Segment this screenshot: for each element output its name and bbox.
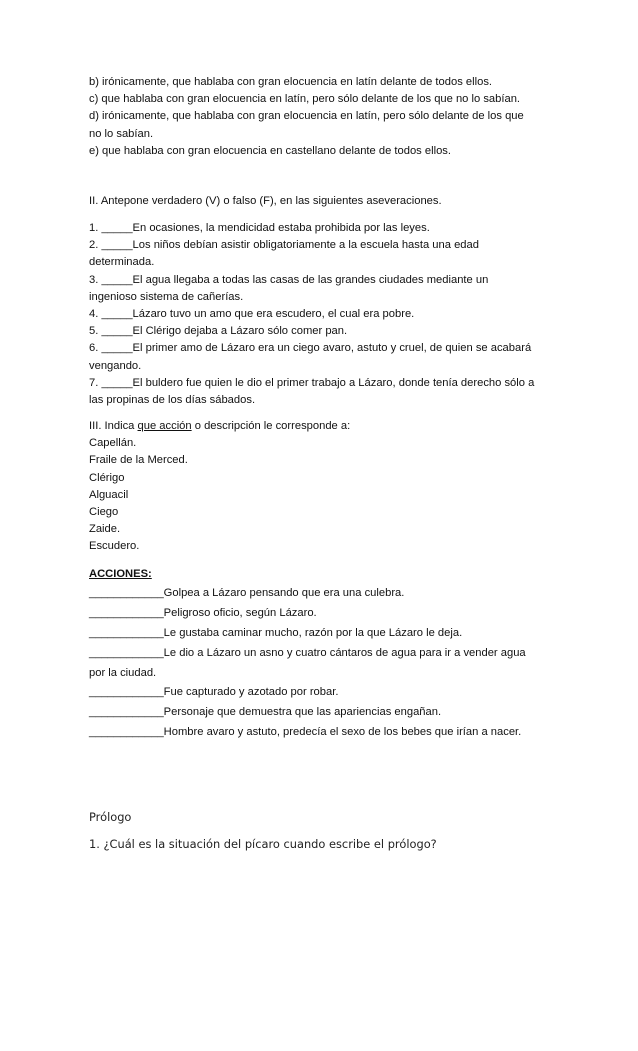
prologo-title: Prólogo: [89, 810, 132, 824]
statement-2: 2. _____Los niños debían asistir obligatoriamente a la escuela hasta una edad: [89, 239, 479, 252]
true-false-list: [89, 220, 559, 409]
option-c: c) que hablaba con gran elocuencia en latín, pero sólo delante de los que no lo sabían.: [89, 93, 521, 106]
statement-4: 4. _____Lázaro tuvo un amo que era escudero, el cual era pobre.: [89, 308, 415, 321]
underlined-phrase: que acción: [137, 420, 192, 432]
accion-item: ____________Fue capturado y azotado por robar.: [89, 686, 339, 698]
statement-6: 6. _____El primer amo de Lázaro era un ciego avaro, astuto y cruel, de quien se acabará: [89, 342, 532, 355]
answer-blank: ____________: [89, 647, 164, 659]
statement-5: 5. _____El Clérigo dejaba a Lázaro sólo comer pan.: [89, 325, 348, 338]
accion-item: ____________Golpea a Lázaro pensando que era una culebra.: [89, 587, 405, 599]
answer-blank: ____________: [89, 587, 164, 599]
character-fraile: Fraile de la Merced.: [89, 454, 188, 467]
accion-item: ____________Hombre avaro y astuto, predecía el sexo de los bebes que irían a nacer.: [89, 726, 522, 738]
statement-1: 1. _____En ocasiones, la mendicidad estaba prohibida por las leyes.: [89, 222, 430, 234]
answer-blank: ____________: [89, 686, 164, 698]
accion-item-continued: por la ciudad.: [89, 667, 157, 679]
character-alguacil: Alguacil: [89, 488, 129, 501]
section-3-heading: III. Indica que acción o descripción le corresponde a:: [89, 420, 351, 432]
statement-3: 3. _____El agua llegaba a todas las casas de las grandes ciudades mediante un: [89, 273, 489, 286]
acciones-heading: ACCIONES:: [89, 568, 152, 580]
accion-item: ____________Le gustaba caminar mucho, razón por la que Lázaro le deja.: [89, 627, 463, 639]
statement-7-continued: las propinas de los días sábados.: [89, 394, 256, 407]
option-b: b) irónicamente, que hablaba con gran elocuencia en latín delante de todos ellos.: [89, 76, 493, 88]
character-escudero: Escudero.: [89, 540, 140, 553]
statement-6-continued: vengando.: [89, 359, 142, 372]
accion-item: ____________Le dio a Lázaro un asno y cuatro cántaros de agua para ir a vender agua: [89, 647, 526, 659]
answer-options: [89, 74, 559, 160]
section-3: [89, 418, 559, 556]
accion-item: ____________Personaje que demuestra que las apariencias engañan.: [89, 706, 442, 718]
prologo-question-1: 1. ¿Cuál es la situación del pícaro cuando escribe el prólogo?: [89, 837, 437, 851]
accion-item: ____________Peligroso oficio, según Lázaro.: [89, 607, 317, 619]
character-clerigo: Clérigo: [89, 471, 125, 484]
option-d-continued: no lo sabían.: [89, 127, 154, 140]
section-2-heading: II. Antepone verdadero (V) o falso (F), en las siguientes aseveraciones.: [89, 195, 442, 207]
statement-2-continued: determinada.: [89, 256, 155, 269]
answer-blank: ____________: [89, 726, 164, 738]
character-capellan: Capellán.: [89, 437, 137, 450]
character-ciego: Ciego: [89, 506, 119, 519]
character-zaide: Zaide.: [89, 523, 121, 536]
statement-7: 7. _____El buldero fue quien le dio el primer trabajo a Lázaro, donde tenía derecho sólo a: [89, 376, 535, 389]
statement-3-continued: ingenioso sistema de cañerías.: [89, 290, 244, 303]
answer-blank: ____________: [89, 627, 164, 639]
section-2-instruction: [89, 193, 559, 210]
answer-blank: ____________: [89, 706, 164, 718]
answer-blank: ____________: [89, 607, 164, 619]
option-d: d) irónicamente, que hablaba con gran elocuencia en latín, pero sólo delante de los que: [89, 110, 524, 123]
option-e: e) que hablaba con gran elocuencia en castellano delante de todos ellos.: [89, 144, 451, 157]
